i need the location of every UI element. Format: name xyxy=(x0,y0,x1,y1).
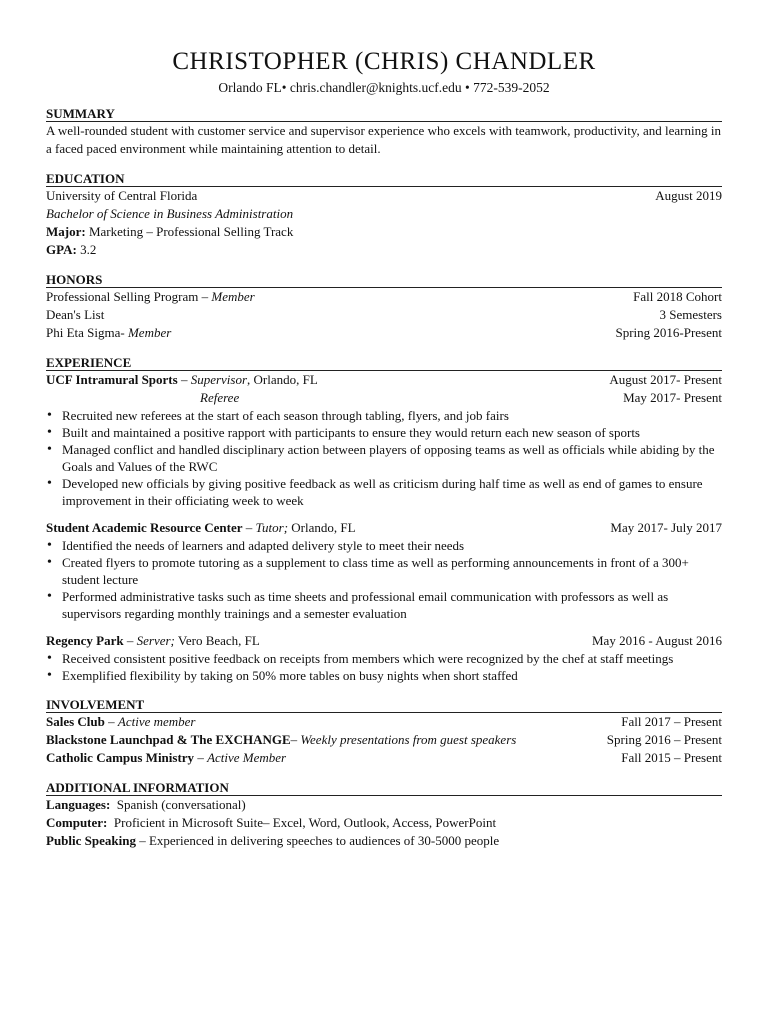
involvement-item xyxy=(46,749,722,767)
additional-text: Spanish (conversational) xyxy=(110,797,246,812)
job-bullets xyxy=(46,650,722,684)
honor-name: Phi Eta Sigma xyxy=(46,325,121,340)
honor-name: Dean's List xyxy=(46,307,105,322)
involvement-item xyxy=(46,713,722,731)
list-item: • Performed administrative tasks such as time sheets and professional email communication with professors as well as supervisors regarding monthly trainings and a semester evaluation xyxy=(46,588,722,622)
job-date: May 2016 - August 2016 xyxy=(592,633,722,648)
job-separator: – xyxy=(177,372,191,387)
gpa-row xyxy=(46,241,722,259)
additional-heading: ADDITIONAL INFORMATION xyxy=(46,780,722,796)
job-header xyxy=(46,371,722,389)
list-item: • Identified the needs of learners and adapted delivery style to meet their needs xyxy=(46,537,722,554)
honor-item xyxy=(46,306,722,324)
contact-info: Orlando FL• chris.chandler@knights.ucf.edu • 772-539-2052 xyxy=(218,80,550,95)
candidate-name: CHRISTOPHER (CHRIS) CHANDLER xyxy=(172,48,596,75)
additional-text: Proficient in Microsoft Suite– Excel, Word, Outlook, Access, PowerPoint xyxy=(107,815,497,830)
job-location: Vero Beach, FL xyxy=(174,633,260,648)
school-name: University of Central Florida xyxy=(46,188,198,203)
involvement-separator: – xyxy=(290,732,301,747)
honor-name: Professional Selling Program xyxy=(46,289,199,304)
education-school-row xyxy=(46,187,722,205)
job-subrole: Referee xyxy=(200,390,240,405)
graduation-date: August 2019 xyxy=(655,188,722,203)
job-separator: – xyxy=(123,633,137,648)
involvement-heading: INVOLVEMENT xyxy=(46,697,722,713)
job-role: Supervisor xyxy=(190,372,248,387)
additional-text: – Experienced in delivering speeches to audiences of 30-5000 people xyxy=(135,833,500,848)
job-org: Student Academic Resource Center xyxy=(46,520,243,535)
major-row xyxy=(46,223,722,241)
job-bullets xyxy=(46,537,722,622)
job-role: Server; xyxy=(136,633,175,648)
job-subrole-row xyxy=(46,389,722,407)
additional-item xyxy=(46,796,722,814)
list-item: • Recruited new referees at the start of each season through tabling, flyers, and job fairs xyxy=(46,407,722,424)
list-item: • Received consistent positive feedback on receipts from members which were recognized by the chef at staff meetings xyxy=(46,650,722,667)
job-header xyxy=(46,519,722,537)
additional-item xyxy=(46,814,722,832)
list-item: • Developed new officials by giving positive feedback as well as criticism during half time as well as end of games to ensure improvement in their officiating week to week xyxy=(46,475,722,509)
additional-label: Languages: xyxy=(46,797,111,812)
list-item: • Created flyers to promote tutoring as a supplement to class time as well as performing announcements in front of a 300+ student lecture xyxy=(46,554,722,588)
involvement-date: Spring 2016 – Present xyxy=(606,732,722,747)
job-header xyxy=(46,632,722,650)
additional-label: Computer: xyxy=(46,815,108,830)
honor-date: 3 Semesters xyxy=(659,307,722,322)
list-item: • Managed conflict and handled disciplinary action between players of opposing teams as well as officials while abiding by the Goals and Values of the RWC xyxy=(46,441,722,475)
job-date: May 2017- July 2017 xyxy=(610,520,722,535)
job-location: , Orlando, FL xyxy=(247,372,318,387)
summary-text: A well-rounded student with customer service and supervisor experience who excels with teamwork, productivity, and learning in a faced paced environment while maintaining attention to detail. xyxy=(46,123,721,156)
involvement-date: Fall 2015 – Present xyxy=(621,750,722,765)
honor-item xyxy=(46,324,722,342)
gpa-label: GPA: xyxy=(46,242,77,257)
additional-item xyxy=(46,832,722,850)
honor-date: Spring 2016-Present xyxy=(615,325,722,340)
major-value: Marketing – Professional Selling Track xyxy=(85,224,294,239)
experience-heading: EXPERIENCE xyxy=(46,355,722,371)
honor-role: - Member xyxy=(120,325,172,340)
honor-date: Fall 2018 Cohort xyxy=(633,289,722,304)
job-org: UCF Intramural Sports xyxy=(46,372,178,387)
honors-heading: HONORS xyxy=(46,272,722,288)
job-date: August 2017- Present xyxy=(609,372,722,387)
major-label: Major: xyxy=(46,224,86,239)
job-subrole-date: May 2017- Present xyxy=(623,390,722,405)
job-role: Tutor; xyxy=(255,520,289,535)
job-separator: – xyxy=(242,520,256,535)
involvement-date: Fall 2017 – Present xyxy=(621,714,722,729)
job-bullets xyxy=(46,407,722,509)
involvement-name: Catholic Campus Ministry xyxy=(46,750,195,765)
involvement-separator: – xyxy=(194,750,208,765)
involvement-desc: Active Member xyxy=(207,750,287,765)
education-heading: EDUCATION xyxy=(46,171,722,187)
summary-heading: SUMMARY xyxy=(46,106,722,122)
job-org: Regency Park xyxy=(46,633,124,648)
involvement-name: Sales Club xyxy=(46,714,105,729)
list-item: • Exemplified flexibility by taking on 50% more tables on busy nights when short staffed xyxy=(46,667,722,684)
involvement-desc: Weekly presentations from guest speakers xyxy=(300,732,517,747)
honor-role: – Member xyxy=(198,289,255,304)
additional-label: Public Speaking xyxy=(46,833,136,848)
gpa-value: 3.2 xyxy=(76,242,97,257)
involvement-separator: – xyxy=(104,714,118,729)
honor-item xyxy=(46,288,722,306)
job-location: Orlando, FL xyxy=(288,520,356,535)
involvement-item xyxy=(46,731,722,749)
involvement-desc: Active member xyxy=(117,714,196,729)
list-item: • Built and maintained a positive rapport with participants to ensure they would return each new season of sports xyxy=(46,424,722,441)
involvement-name: Blackstone Launchpad & The EXCHANGE xyxy=(46,732,291,747)
degree: Bachelor of Science in Business Administration xyxy=(46,206,294,221)
